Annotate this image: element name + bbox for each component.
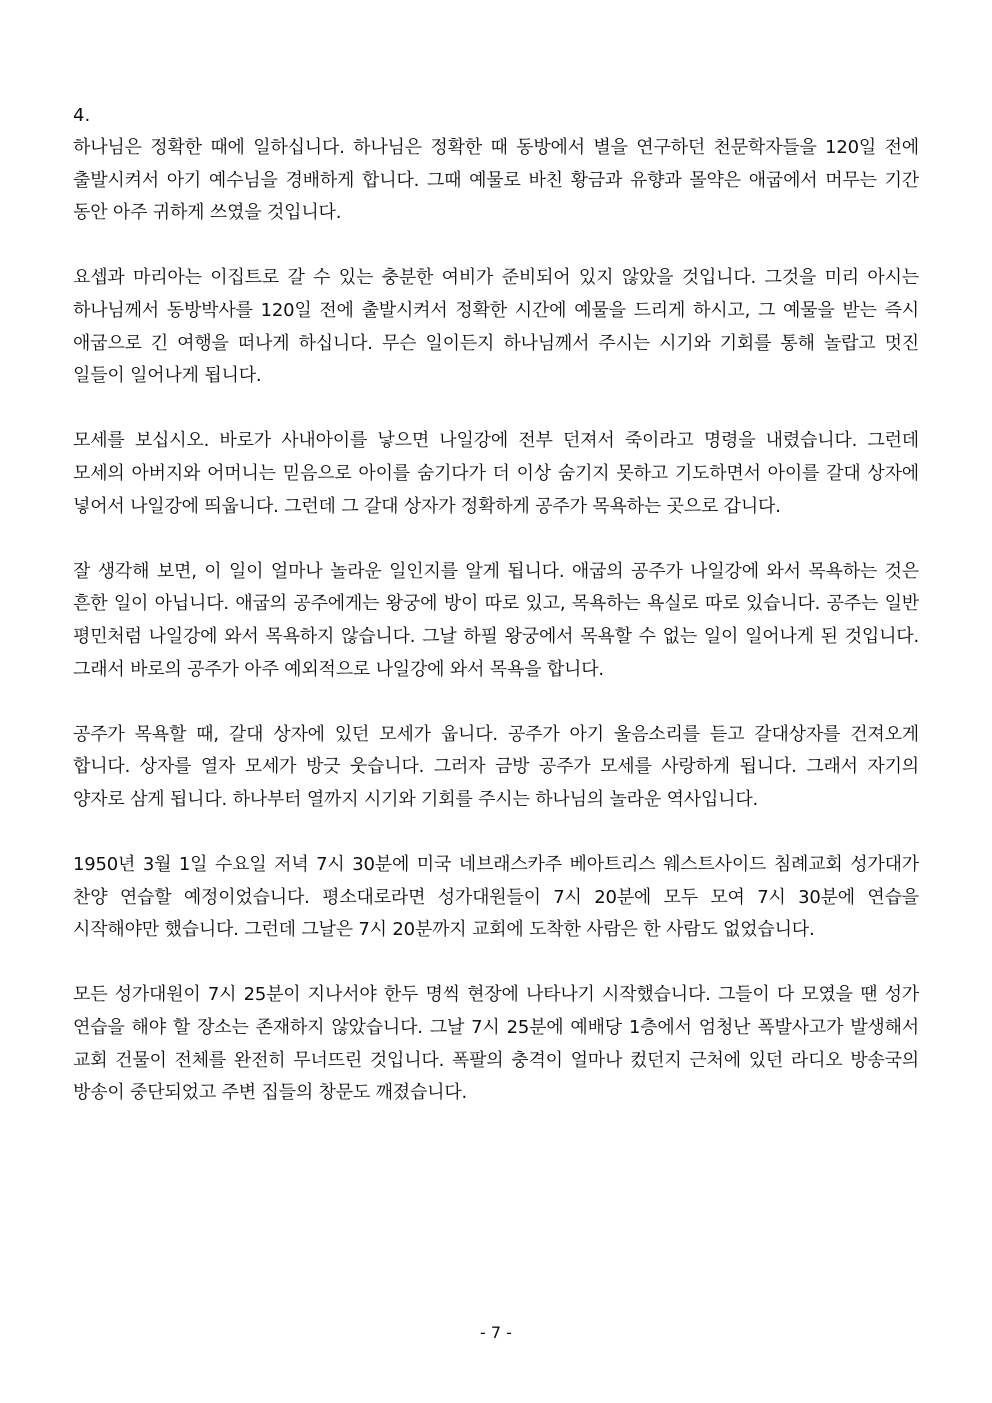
paragraph-3: 모세를 보십시오. 바로가 사내아이를 낳으면 나일강에 전부 던져서 죽이라고 명령을 내렸습니다. 그런데 모세의 아버지와 어머니는 믿음으로 아이를 숨기다가 더 이상 숨기지 못하고 기도하면서 아이를 갈대 상자에 넣어서 나일강에 띄웁니다. 그런데 그 갈대 상자가 정확하게 공주가 목욕하는 곳으로 갑니다. [73,430,919,517]
paragraph-2: 요셉과 마리아는 이집트로 갈 수 있는 충분한 여비가 준비되어 있지 않았을 것입니다. 그것을 미리 아시는 하나님께서 동방박사를 120일 전에 출발시켜서 정확한 시간에 예물을 드리게 하시고, 그 예물을 받는 즉시 애굽으로 긴 여행을 떠나게 하십니다. 무슨 일이든지 하나님께서 주시는 시기와 기회를 통해 놀랍고 멋진 일들이 일어나게 됩니다. [73,267,919,387]
paragraph-5: 공주가 목욕할 때, 갈대 상자에 있던 모세가 웁니다. 공주가 아기 울음소리를 듣고 갈대상자를 건져오게 합니다. 상자를 열자 모세가 방긋 웃습니다. 그러자 금방 공주가 모세를 사랑하게 됩니다. 그래서 자기의 양자로 삼게 됩니다. 하나부터 열까지 시기와 기회를 주시는 하나님의 놀라운 역사입니다. [73,723,919,810]
paragraph-1: 하나님은 정확한 때에 일하십니다. 하나님은 정확한 때 동방에서 별을 연구하던 천문학자들을 120일 전에 출발시켜서 아기 예수님을 경배하게 합니다. 그때 예물로 바친 황금과 유향과 몰약은 애굽에서 머무는 기간 동안 아주 귀하게 쓰였을 것입니다. [73,137,919,224]
paragraph-6: 1950년 3월 1일 수요일 저녁 7시 30분에 미국 네브래스카주 베아트리스 웨스트사이드 침례교회 성가대가 찬양 연습할 예정이었습니다. 평소대로라면 성가대원들이 7시 20분에 모두 모여 7시 30분에 연습을 시작해야만 했습니다. 그런데 그날은 7시 20분까지 교회에 도착한 사람은 한 사람도 없었습니다. [73,854,919,941]
paragraph-7: 모든 성가대원이 7시 25분이 지나서야 한두 명씩 현장에 나타나기 시작했습니다. 그들이 다 모였을 땐 성가 연습을 해야 할 장소는 존재하지 않았습니다. 그날 7시 25분에 예배당 1층에서 엄청난 폭발사고가 발생해서 교회 건물이 전체를 완전히 무너뜨린 것입니다. 폭팔의 충격이 얼마나 컸던지 근처에 있던 라디오 방송국의 방송이 중단되었고 주변 집들의 창문도 깨졌습니다. [73,984,919,1104]
document-body [73,100,919,1110]
page-number: - 7 - [480,1323,512,1342]
paragraph-4: 잘 생각해 보면, 이 일이 얼마나 놀라운 일인지를 알게 됩니다. 애굽의 공주가 나일강에 와서 목욕하는 것은 흔한 일이 아닙니다. 애굽의 공주에게는 왕궁에 방이 따로 있고, 목욕하는 욕실로 따로 있습니다. 공주는 일반 평민처럼 나일강에 와서 목욕하지 않습니다. 그날 하필 왕궁에서 목욕할 수 없는 일이 일어나게 된 것입니다. 그래서 바로의 공주가 아주 예외적으로 나일강에 와서 목욕을 합니다. [73,560,919,680]
section-number: 4. [73,105,91,126]
